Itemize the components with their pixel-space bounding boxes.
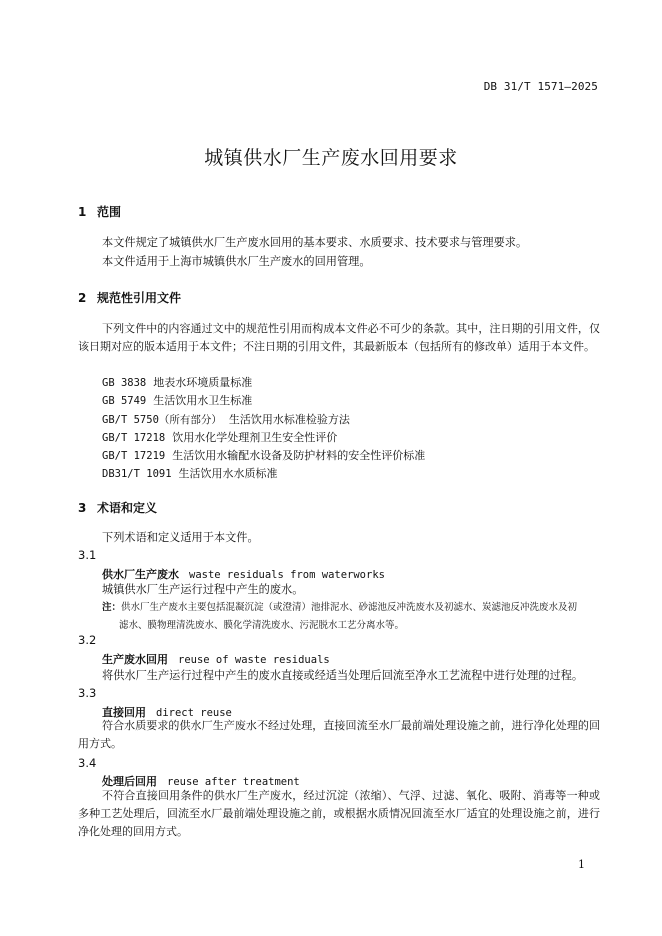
term-number: 3.1	[78, 548, 97, 562]
reference-name: 生活饮用水水质标准	[178, 467, 278, 480]
paragraph: 下列文件中的内容通过文中的规范性引用而构成本文件必不可少的条款。其中，注日期的引用文件，仅该日期对应的版本适用于本文件；不注日期的引用文件，其最新版本（包括所有的修改单）适用于本文件。	[78, 322, 600, 353]
reference-item	[102, 392, 252, 408]
term-chinese: 供水厂生产废水	[102, 568, 179, 581]
term-definition: 将供水厂生产运行过程中产生的废水直接或经适当处理后回流至净水工艺流程中进行处理的过程。	[102, 669, 584, 682]
term-definition: 城镇供水厂生产运行过程中产生的废水。	[102, 583, 304, 596]
term-note-continued: 滤水、膜物理清洗废水、膜化学清洗废水、污泥脱水工艺分离水等。	[119, 620, 405, 631]
term-english: reuse of waste residuals	[178, 654, 330, 666]
term-number: 3.3	[78, 686, 97, 700]
term-number: 3.4	[78, 756, 97, 770]
term-number: 3.2	[78, 633, 97, 647]
reference-code: GB 5749	[102, 395, 147, 407]
reference-item	[102, 429, 337, 445]
paragraph: 本文件规定了城镇供水厂生产废水回用的基本要求、水质要求、技术要求与管理要求。	[102, 236, 528, 249]
reference-item	[102, 465, 278, 481]
reference-code: DB31/T 1091	[102, 468, 172, 480]
section-title: 范围	[97, 205, 122, 219]
reference-name: 生活饮用水标准检验方法	[228, 413, 350, 426]
section-number: 3	[78, 501, 87, 515]
term-entry	[102, 651, 330, 667]
reference-code: GB 3838	[102, 377, 147, 389]
reference-item	[102, 374, 252, 390]
term-english: waste residuals from waterworks	[189, 569, 385, 581]
section-heading-scope	[78, 203, 121, 220]
page-title: 城镇供水厂生产废水回用要求	[204, 147, 458, 169]
document-code: DB 31/T 1571—2025	[483, 80, 598, 93]
term-definition: 不符合直接回用条件的供水厂生产废水，经过沉淀（浓缩）、气浮、过滤、氧化、吸附、消毒等一种或多种工艺处理后，回流至水厂最前端处理设施之前，或根据水质情况回流至水厂适宜的处理设施之前，进行净化处理的回用方式。	[78, 789, 600, 838]
page-number: 1	[578, 858, 585, 871]
term-chinese: 处理后回用	[102, 775, 157, 788]
term-chinese: 生产废水回用	[102, 653, 168, 666]
reference-code: GB/T 17219	[102, 450, 166, 462]
term-note	[102, 599, 602, 616]
section-number: 1	[78, 205, 87, 219]
note-text: 供水厂生产废水主要包括混凝沉淀（或澄清）池排泥水、砂滤池反冲洗废水及初滤水、炭滤池反冲洗废水及初	[121, 602, 578, 613]
term-chinese: 直接回用	[102, 706, 146, 719]
section-heading-normative-references	[78, 289, 181, 306]
term-english: reuse after treatment	[167, 776, 300, 788]
reference-name: 生活饮用水卫生标准	[153, 394, 253, 407]
reference-code: GB/T 5750（所有部分）	[102, 414, 222, 426]
section-title: 规范性引用文件	[97, 291, 182, 305]
note-label: 注：	[102, 602, 122, 613]
reference-code: GB/T 17218	[102, 432, 166, 444]
term-english: direct reuse	[156, 707, 232, 719]
section-number: 2	[78, 291, 87, 305]
paragraph: 下列术语和定义适用于本文件。	[102, 531, 259, 544]
reference-item	[102, 447, 425, 463]
term-definition: 符合水质要求的供水厂生产废水不经过处理，直接回流至水厂最前端处理设施之前，进行净化处理的回用方式。	[78, 719, 600, 750]
reference-name: 生活饮用水输配水设备及防护材料的安全性评价标准	[172, 449, 426, 462]
paragraph: 本文件适用于上海市城镇供水厂生产废水的回用管理。	[102, 255, 371, 268]
reference-name: 饮用水化学处理剂卫生安全性评价	[172, 431, 338, 444]
reference-item	[102, 411, 350, 427]
reference-name: 地表水环境质量标准	[153, 376, 253, 389]
section-title: 术语和定义	[97, 501, 158, 515]
section-heading-terms-and-definitions	[78, 499, 157, 516]
